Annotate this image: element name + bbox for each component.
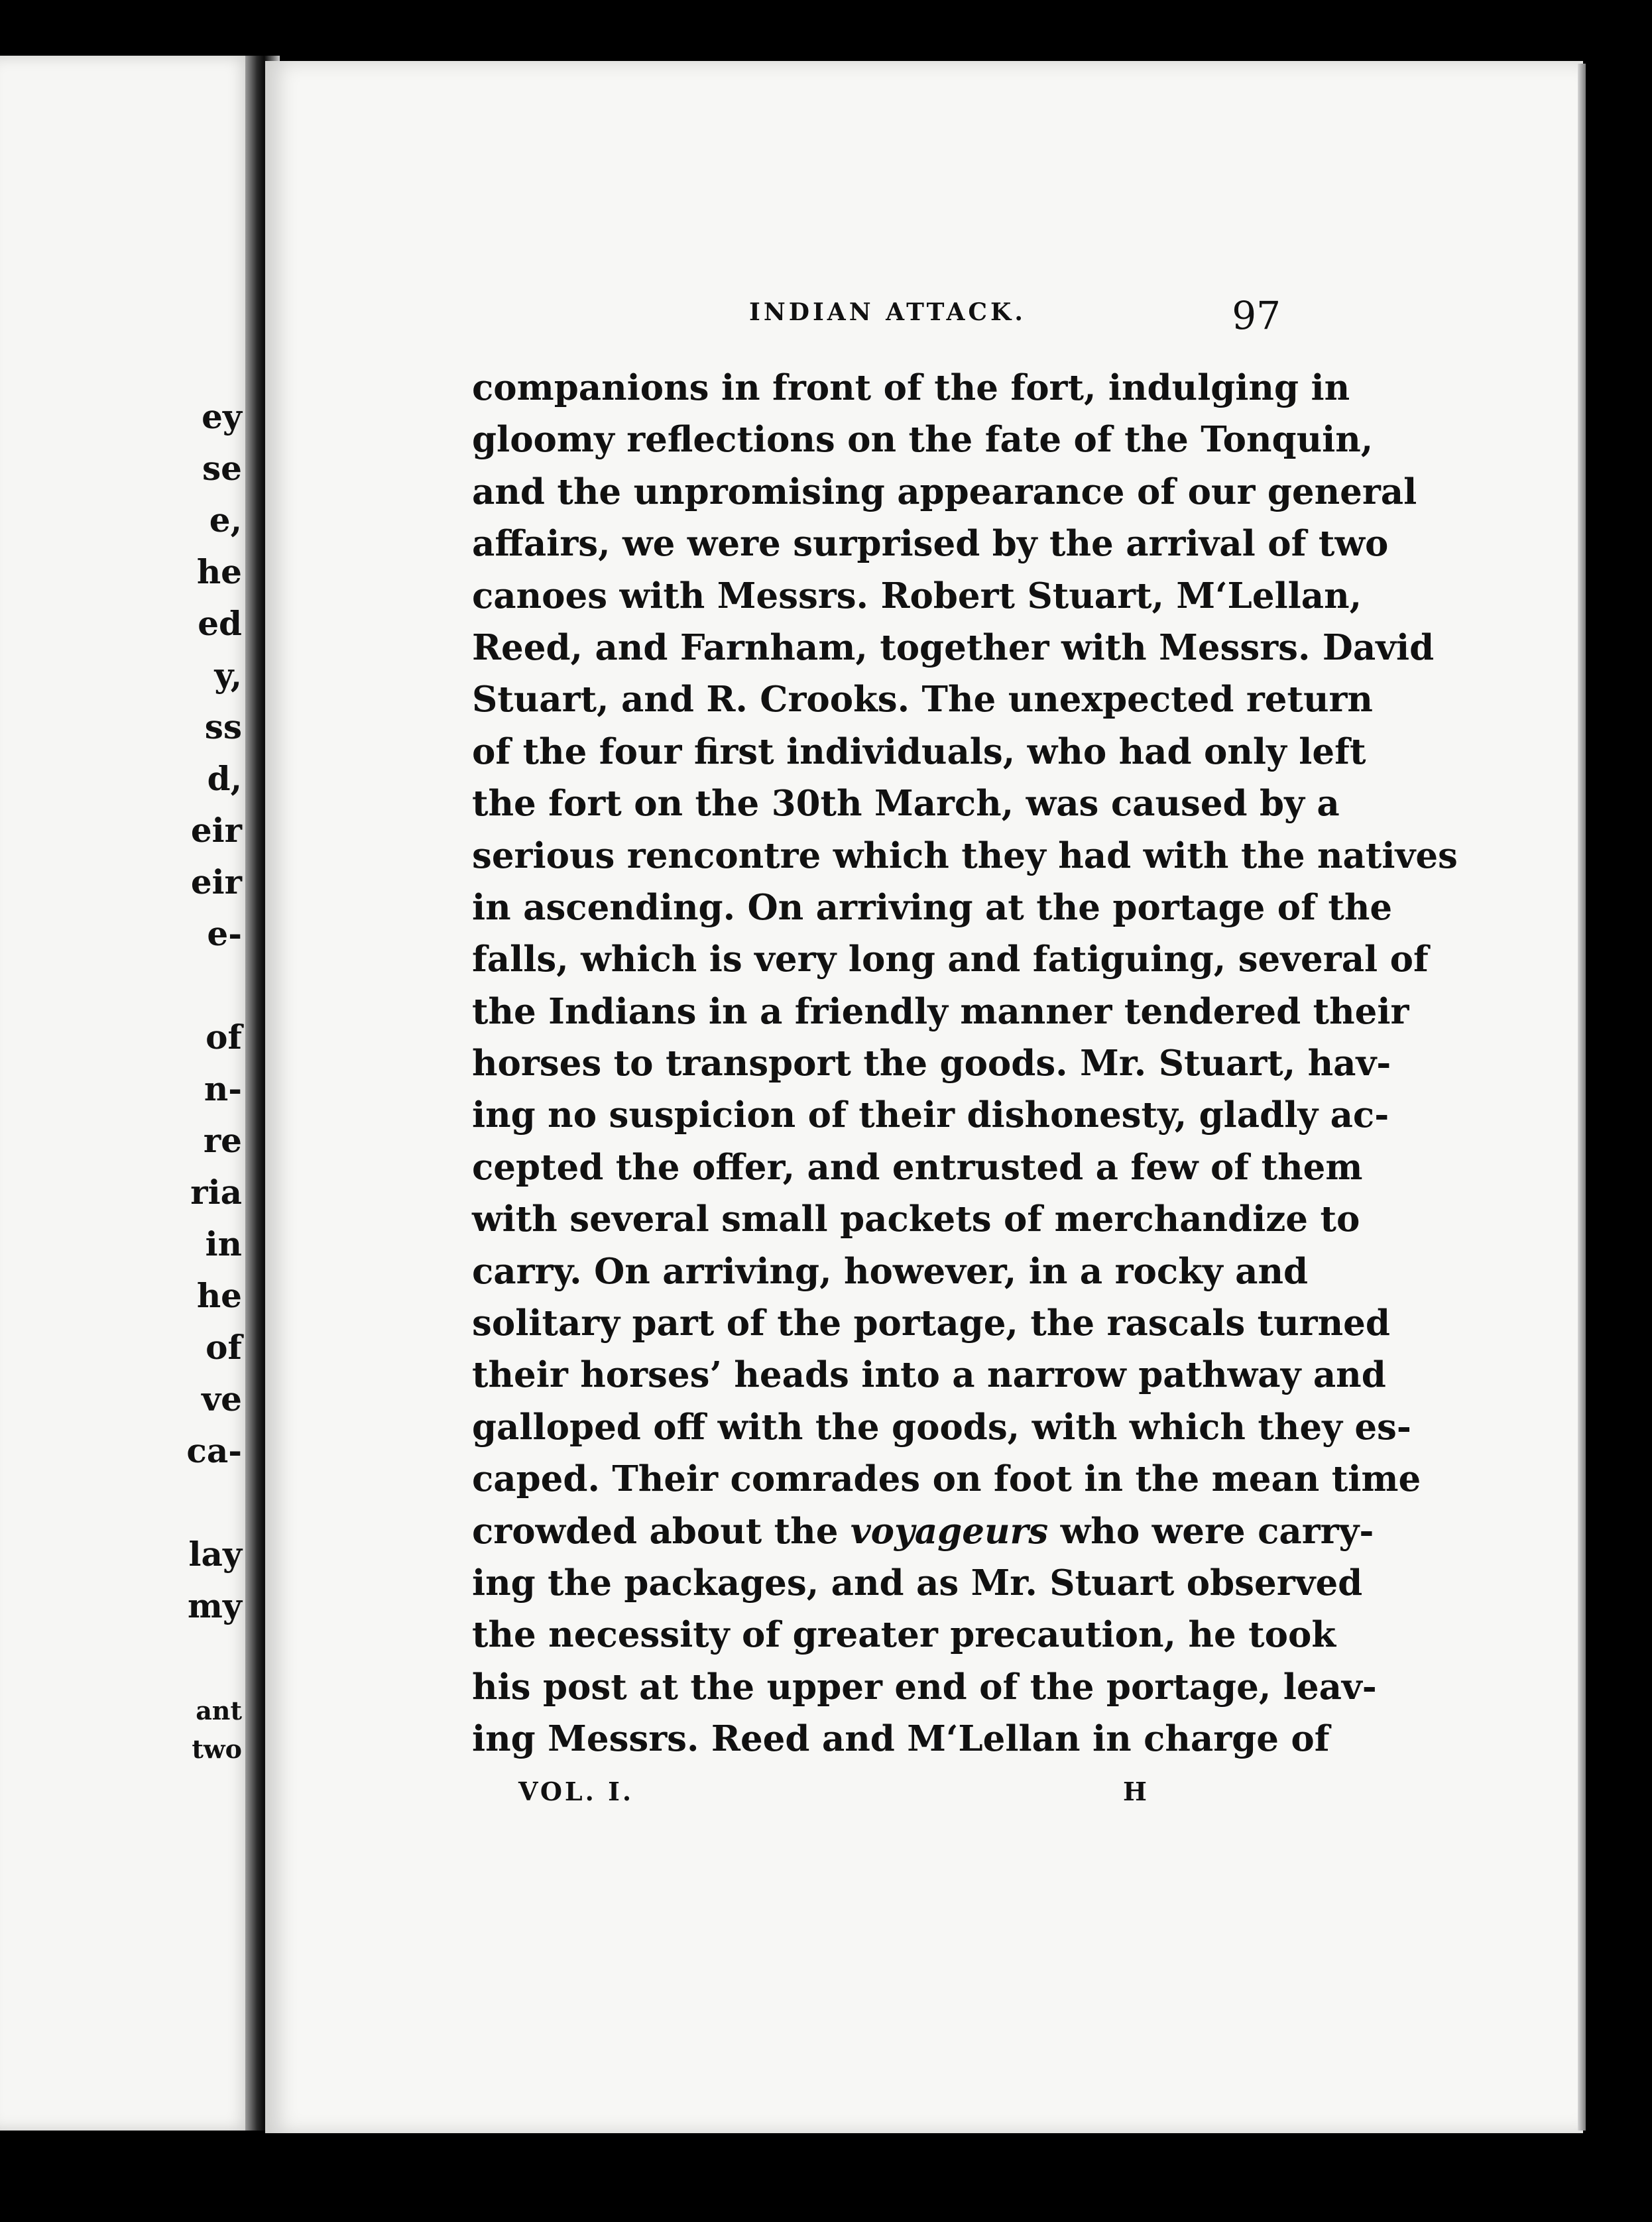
left-fragment: two xyxy=(192,1734,242,1764)
running-head xyxy=(472,293,1281,339)
left-fragment: n- xyxy=(204,1069,242,1108)
text-line: the necessity of greater precaution, he took xyxy=(472,1614,1336,1656)
text-line: serious rencontre which they had with the natives xyxy=(472,835,1458,876)
sheet-mark: H xyxy=(1123,1777,1147,1806)
page-number: 97 xyxy=(1232,293,1281,338)
text-line: crowded about the voyageurs who were carry- xyxy=(472,1510,1374,1552)
left-fragment: ed xyxy=(198,604,242,643)
running-title: INDIAN ATTACK. xyxy=(749,298,1026,326)
page-footer xyxy=(472,1777,1281,1816)
left-fragment: he xyxy=(196,1276,242,1315)
text-line: carry. On arriving, however, in a rocky and xyxy=(472,1250,1309,1292)
left-fragment: eir xyxy=(190,862,242,902)
text-line: canoes with Messrs. Robert Stuart, M‘Lellan, xyxy=(472,575,1362,616)
text-line: horses to transport the goods. Mr. Stuart, hav- xyxy=(472,1043,1391,1084)
left-fragment: he xyxy=(196,552,242,591)
left-fragment: of xyxy=(206,1018,242,1057)
left-fragment: ve xyxy=(202,1379,242,1419)
left-fragment: e, xyxy=(209,500,242,540)
left-fragment: e- xyxy=(207,914,242,953)
left-fragment: of xyxy=(206,1328,242,1367)
text-line: caped. Their comrades on foot in the mean time xyxy=(472,1458,1421,1500)
text-line: the Indians in a friendly manner tendered their xyxy=(472,990,1409,1032)
text-line: falls, which is very long and fatiguing, several of xyxy=(472,939,1429,980)
left-page-fragment xyxy=(0,56,255,2131)
volume-signature: VOL. I. xyxy=(518,1777,634,1806)
text-line: Stuart, and R. Crooks. The unexpected return xyxy=(472,679,1373,721)
left-fragment: lay xyxy=(188,1535,242,1574)
text-line: Reed, and Farnham, together with Messrs. David xyxy=(472,626,1435,668)
left-fragment: ey xyxy=(202,397,242,436)
text-line: solitary part of the portage, the rascals turned xyxy=(472,1303,1390,1344)
text-line: affairs, we were surprised by the arrival of two xyxy=(472,523,1389,565)
left-fragment: ria xyxy=(190,1173,242,1212)
left-fragment: eir xyxy=(190,811,242,850)
left-fragment: ss xyxy=(204,707,242,746)
page-edge xyxy=(1578,64,1586,2131)
text-line: the fort on the 30th March, was caused by a xyxy=(472,783,1340,825)
text-line: companions in front of the fort, indulging in xyxy=(472,367,1350,408)
left-fragment: ca- xyxy=(186,1431,242,1470)
left-fragment: y, xyxy=(214,656,242,695)
text-line: cepted the offer, and entrusted a few of them xyxy=(472,1146,1363,1188)
text-line: gloomy reflections on the fate of the Tonquin, xyxy=(472,419,1374,461)
left-fragment: ant xyxy=(196,1696,242,1725)
text-line: with several small packets of merchandize to xyxy=(472,1199,1360,1240)
body-text xyxy=(472,362,1458,1765)
text-line: ing Messrs. Reed and M‘Lellan in charge of xyxy=(472,1718,1330,1760)
text-line: galloped off with the goods, with which they es- xyxy=(472,1406,1411,1448)
left-fragment: in xyxy=(205,1224,242,1263)
left-fragment: d, xyxy=(207,759,242,798)
text-line: in ascending. On arriving at the portage of the xyxy=(472,886,1393,928)
text-line: his post at the upper end of the portage, leav- xyxy=(472,1666,1377,1708)
left-fragment: re xyxy=(203,1121,242,1160)
italic-word: voyageurs xyxy=(850,1510,1049,1552)
text-line: their horses’ heads into a narrow pathway and xyxy=(472,1354,1386,1396)
text-line: ing the packages, and as Mr. Stuart observed xyxy=(472,1562,1363,1604)
text-line: of the four first individuals, who had only left xyxy=(472,731,1366,772)
left-fragment: my xyxy=(188,1586,242,1625)
text-line: ing no suspicion of their dishonesty, gladly ac- xyxy=(472,1094,1389,1136)
text-line: and the unpromising appearance of our general xyxy=(472,471,1417,512)
left-fragment: se xyxy=(202,449,242,488)
